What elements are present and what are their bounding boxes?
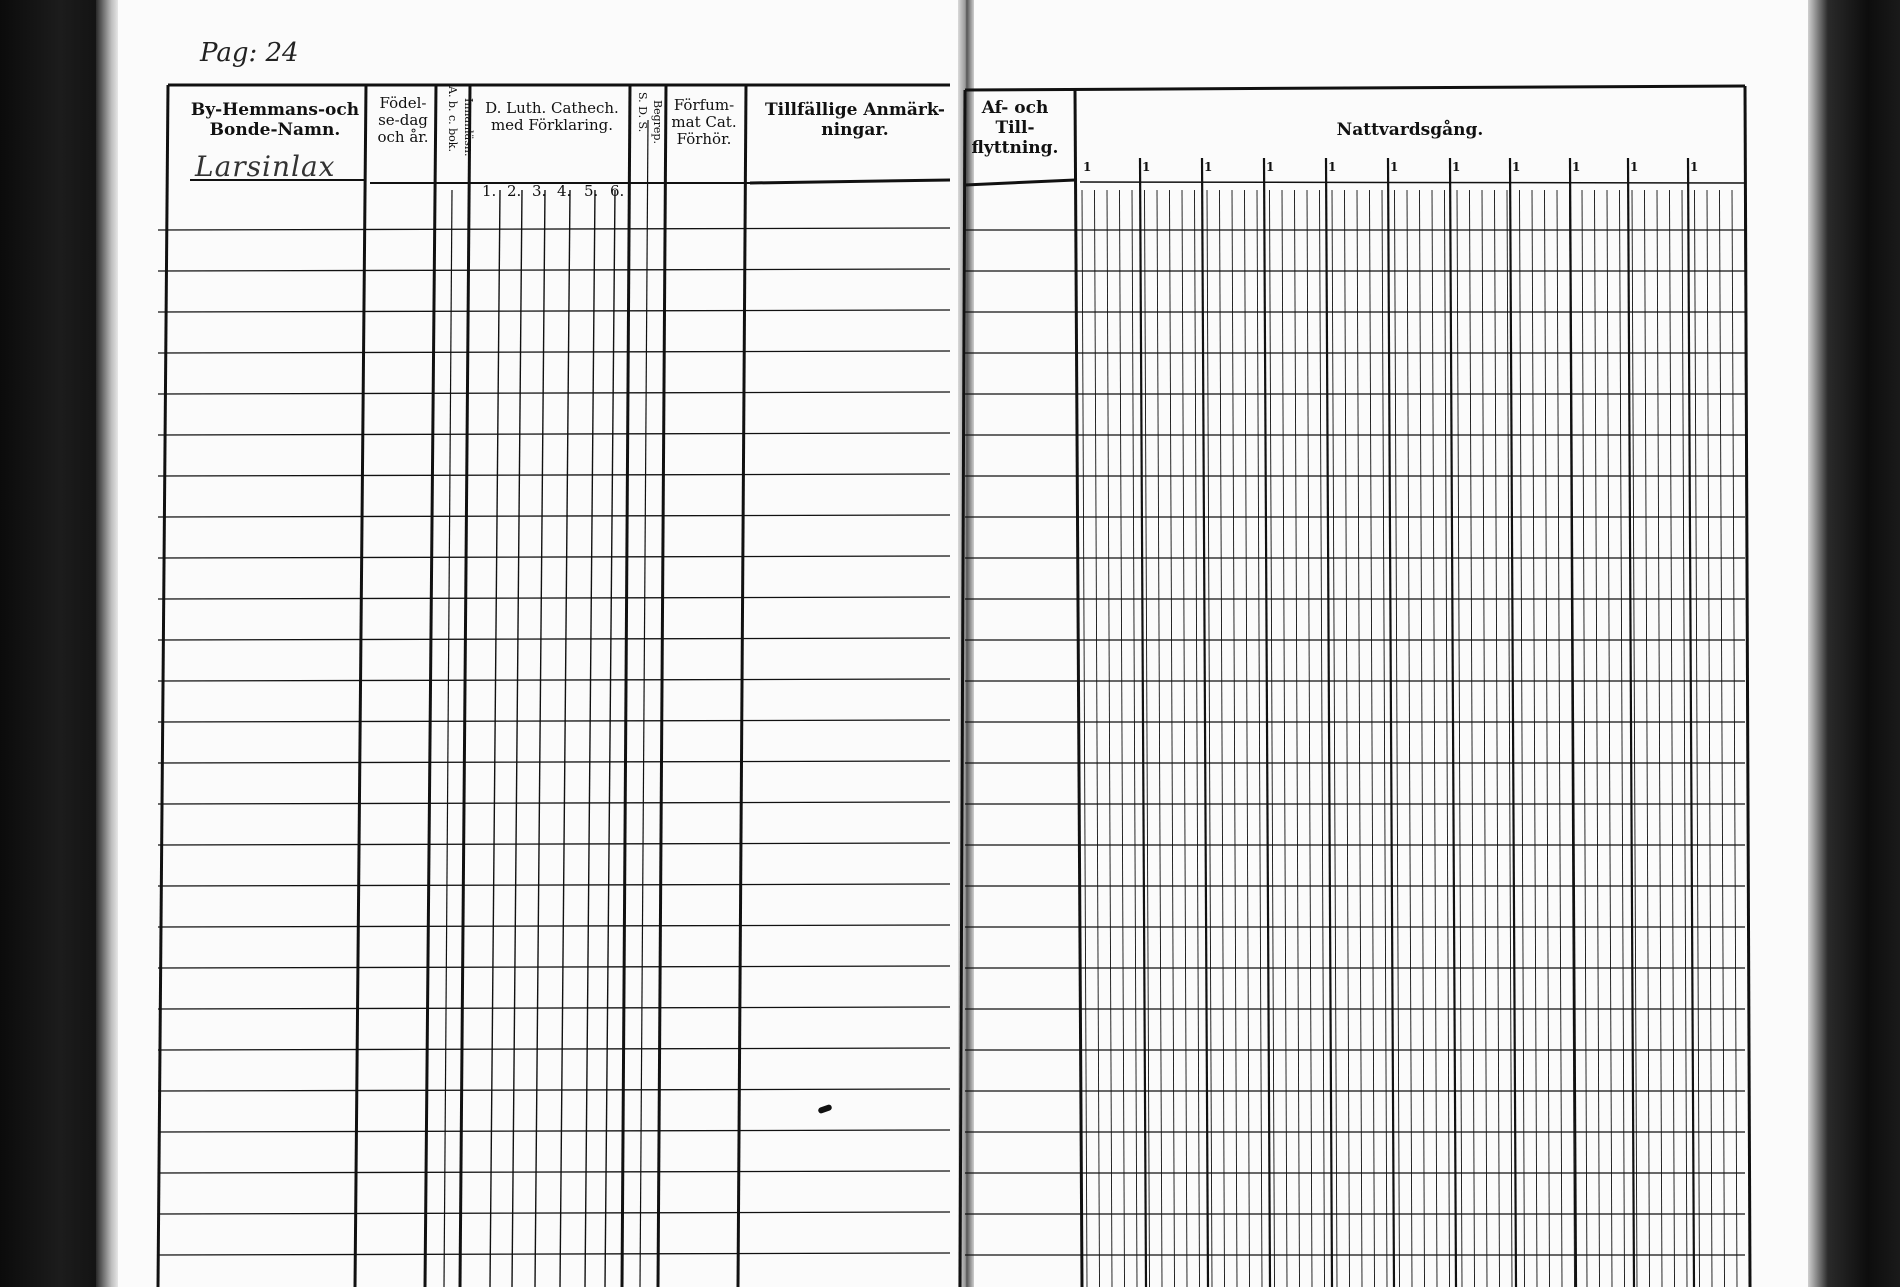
left-row-rule <box>158 1089 950 1091</box>
communion-subcolumn-rule <box>1282 190 1287 1287</box>
communion-subcolumn-rule <box>1482 190 1487 1287</box>
catechism-subcolumn-rule <box>605 190 615 1287</box>
catechism-number-1: 1. <box>482 182 497 200</box>
right-header-top-rule <box>965 86 1745 90</box>
communion-subcolumn-rule <box>1295 190 1300 1287</box>
communion-subcolumn-rule <box>1607 190 1612 1287</box>
communion-subcolumn-rule <box>1082 190 1087 1287</box>
communion-subcolumn-rule <box>1320 190 1325 1287</box>
communion-subcolumn-rule <box>1620 190 1625 1287</box>
communion-subcolumn-rule <box>1357 190 1362 1287</box>
left-row-rule <box>158 310 950 312</box>
catechism-number-5: 5. <box>584 182 599 200</box>
communion-subcolumn-rule <box>1457 190 1462 1287</box>
left-row-rule <box>158 1171 950 1173</box>
abc-subcolumn-rule <box>444 190 452 1287</box>
communion-subcolumn-rule <box>1532 190 1537 1287</box>
left-header-bottom-rule <box>750 180 950 183</box>
communion-subcolumn-rule <box>1407 190 1412 1287</box>
communion-subcolumn-rule <box>1095 190 1100 1287</box>
communion-subcolumn-rule <box>1720 190 1725 1287</box>
communion-subcolumn-rule <box>1170 190 1175 1287</box>
left-row-rule <box>158 761 950 763</box>
catechism-subcolumn-rule <box>490 190 500 1287</box>
header-remarks: Tillfällige Anmärk-ningar. <box>764 100 945 140</box>
right-header-bottom-rule <box>965 180 1075 185</box>
header-sds: S. D. S. <box>636 92 649 133</box>
communion-subcolumn-rule <box>1707 190 1712 1287</box>
communion-subcolumn-rule <box>1420 190 1425 1287</box>
left-row-rule <box>158 228 950 230</box>
communion-subcolumn-rule <box>1432 190 1437 1287</box>
left-row-rule <box>158 556 950 558</box>
communion-tick-5: 1 <box>1328 160 1337 174</box>
communion-subcolumn-rule <box>1257 190 1262 1287</box>
communion-subcolumn-rule <box>1670 190 1675 1287</box>
communion-tick-10: 1 <box>1630 160 1639 174</box>
left-row-rule <box>158 1048 950 1050</box>
left-row-rule <box>158 802 950 804</box>
communion-subcolumn-rule <box>1645 190 1650 1287</box>
communion-tick-8: 1 <box>1512 160 1521 174</box>
left-row-rule <box>158 597 950 599</box>
communion-subcolumn-rule <box>1195 190 1200 1287</box>
communion-subcolumn-rule <box>1232 190 1237 1287</box>
communion-subcolumn-rule <box>1520 190 1525 1287</box>
catechism-subcolumn-rule <box>512 190 522 1287</box>
left-row-rule <box>158 1130 950 1132</box>
communion-subcolumn-rule <box>1270 190 1275 1287</box>
communion-subcolumn-rule <box>1132 190 1137 1287</box>
communion-subcolumn-rule <box>1557 190 1562 1287</box>
left-row-rule <box>158 351 950 353</box>
left-row-rule <box>158 392 950 394</box>
communion-subcolumn-rule <box>1245 190 1250 1287</box>
catechism-number-3: 3. <box>532 182 547 200</box>
left-row-rule <box>158 638 950 640</box>
communion-tick-3: 1 <box>1204 160 1213 174</box>
header-abc-book: A. b. c. bok. <box>446 86 459 152</box>
communion-subcolumn-rule <box>1595 190 1600 1287</box>
left-column-rule <box>158 85 168 1287</box>
left-row-rule <box>158 966 950 968</box>
catechism-subcolumn-rule <box>535 190 545 1287</box>
left-row-rule <box>158 1007 950 1009</box>
left-row-rule <box>158 474 950 476</box>
catechism-number-6: 6. <box>610 182 625 200</box>
catechism-subcolumn-rule <box>585 190 595 1287</box>
communion-subcolumn-rule <box>1107 190 1112 1287</box>
catechism-number-2: 2. <box>507 182 522 200</box>
right-column-rule <box>1745 86 1750 1287</box>
communion-subcolumn-rule <box>1345 190 1350 1287</box>
communion-subcolumn-rule <box>1395 190 1400 1287</box>
communion-subcolumn-rule <box>1157 190 1162 1287</box>
communion-subcolumn-rule <box>1332 190 1337 1287</box>
communion-subcolumn-rule <box>1220 190 1225 1287</box>
header-communion: Nattvardsgång. <box>1336 120 1484 140</box>
communion-tick-7: 1 <box>1452 160 1461 174</box>
left-row-rule <box>158 515 950 517</box>
header-reading: Innanläsn. <box>462 98 475 157</box>
communion-subcolumn-rule <box>1370 190 1375 1287</box>
communion-subcolumn-rule <box>1470 190 1475 1287</box>
left-column-rule <box>355 85 366 1287</box>
communion-tick-2: 1 <box>1142 160 1151 174</box>
communion-tick-4: 1 <box>1266 160 1275 174</box>
left-column-rule <box>425 85 436 1287</box>
communion-subcolumn-rule <box>1545 190 1550 1287</box>
communion-subcolumn-rule <box>1682 190 1687 1287</box>
left-column-rule <box>622 85 630 1287</box>
header-missed-hearing: Förfum-mat Cat. Förhör. <box>671 96 737 148</box>
left-row-rule <box>158 1212 950 1214</box>
header-catechism: D. Luth. Cathech. med Förklaring. <box>485 99 619 134</box>
left-row-rule <box>158 884 950 886</box>
left-column-rule <box>738 85 746 1287</box>
left-row-rule <box>158 843 950 845</box>
sds-subcolumn-rule <box>640 120 648 1287</box>
communion-subcolumn-rule <box>1182 190 1187 1287</box>
communion-subcolumn-rule <box>1445 190 1450 1287</box>
right-column-rule <box>960 90 965 1287</box>
communion-subcolumn-rule <box>1657 190 1662 1287</box>
communion-tick-9: 1 <box>1572 160 1581 174</box>
communion-subcolumn-rule <box>1382 190 1387 1287</box>
communion-subcolumn-rule <box>1695 190 1700 1287</box>
place-name-handwritten: Larsinlax <box>195 150 336 183</box>
communion-tick-6: 1 <box>1390 160 1399 174</box>
communion-subcolumn-rule <box>1732 190 1737 1287</box>
header-begrep: Begrep. <box>651 100 664 144</box>
communion-tick-1: 1 <box>1083 160 1092 174</box>
catechism-subcolumn-rule <box>560 190 570 1287</box>
header-birth-date: Födel-se-dag och år. <box>377 94 429 146</box>
right-header-bottom-rule <box>1080 182 1745 183</box>
left-row-rule <box>158 720 950 722</box>
communion-subcolumn-rule <box>1582 190 1587 1287</box>
communion-subcolumn-rule <box>1307 190 1312 1287</box>
catechism-number-4: 4. <box>557 182 572 200</box>
left-row-rule <box>158 1253 950 1255</box>
left-row-rule <box>158 679 950 681</box>
header-moving: Af- och Till-flyttning. <box>971 98 1059 158</box>
left-column-rule <box>658 85 666 1287</box>
communion-subcolumn-rule <box>1120 190 1125 1287</box>
left-row-rule <box>158 433 950 435</box>
left-column-rule <box>460 85 470 1287</box>
communion-tick-11: 1 <box>1690 160 1699 174</box>
left-row-rule <box>158 925 950 927</box>
communion-subcolumn-rule <box>1495 190 1500 1287</box>
header-village-names: By-Hemmans-och Bonde-Namn. <box>190 100 360 140</box>
left-row-rule <box>158 269 950 271</box>
page-number: Pag: 24 <box>200 38 299 68</box>
right-column-rule <box>1075 90 1082 1287</box>
